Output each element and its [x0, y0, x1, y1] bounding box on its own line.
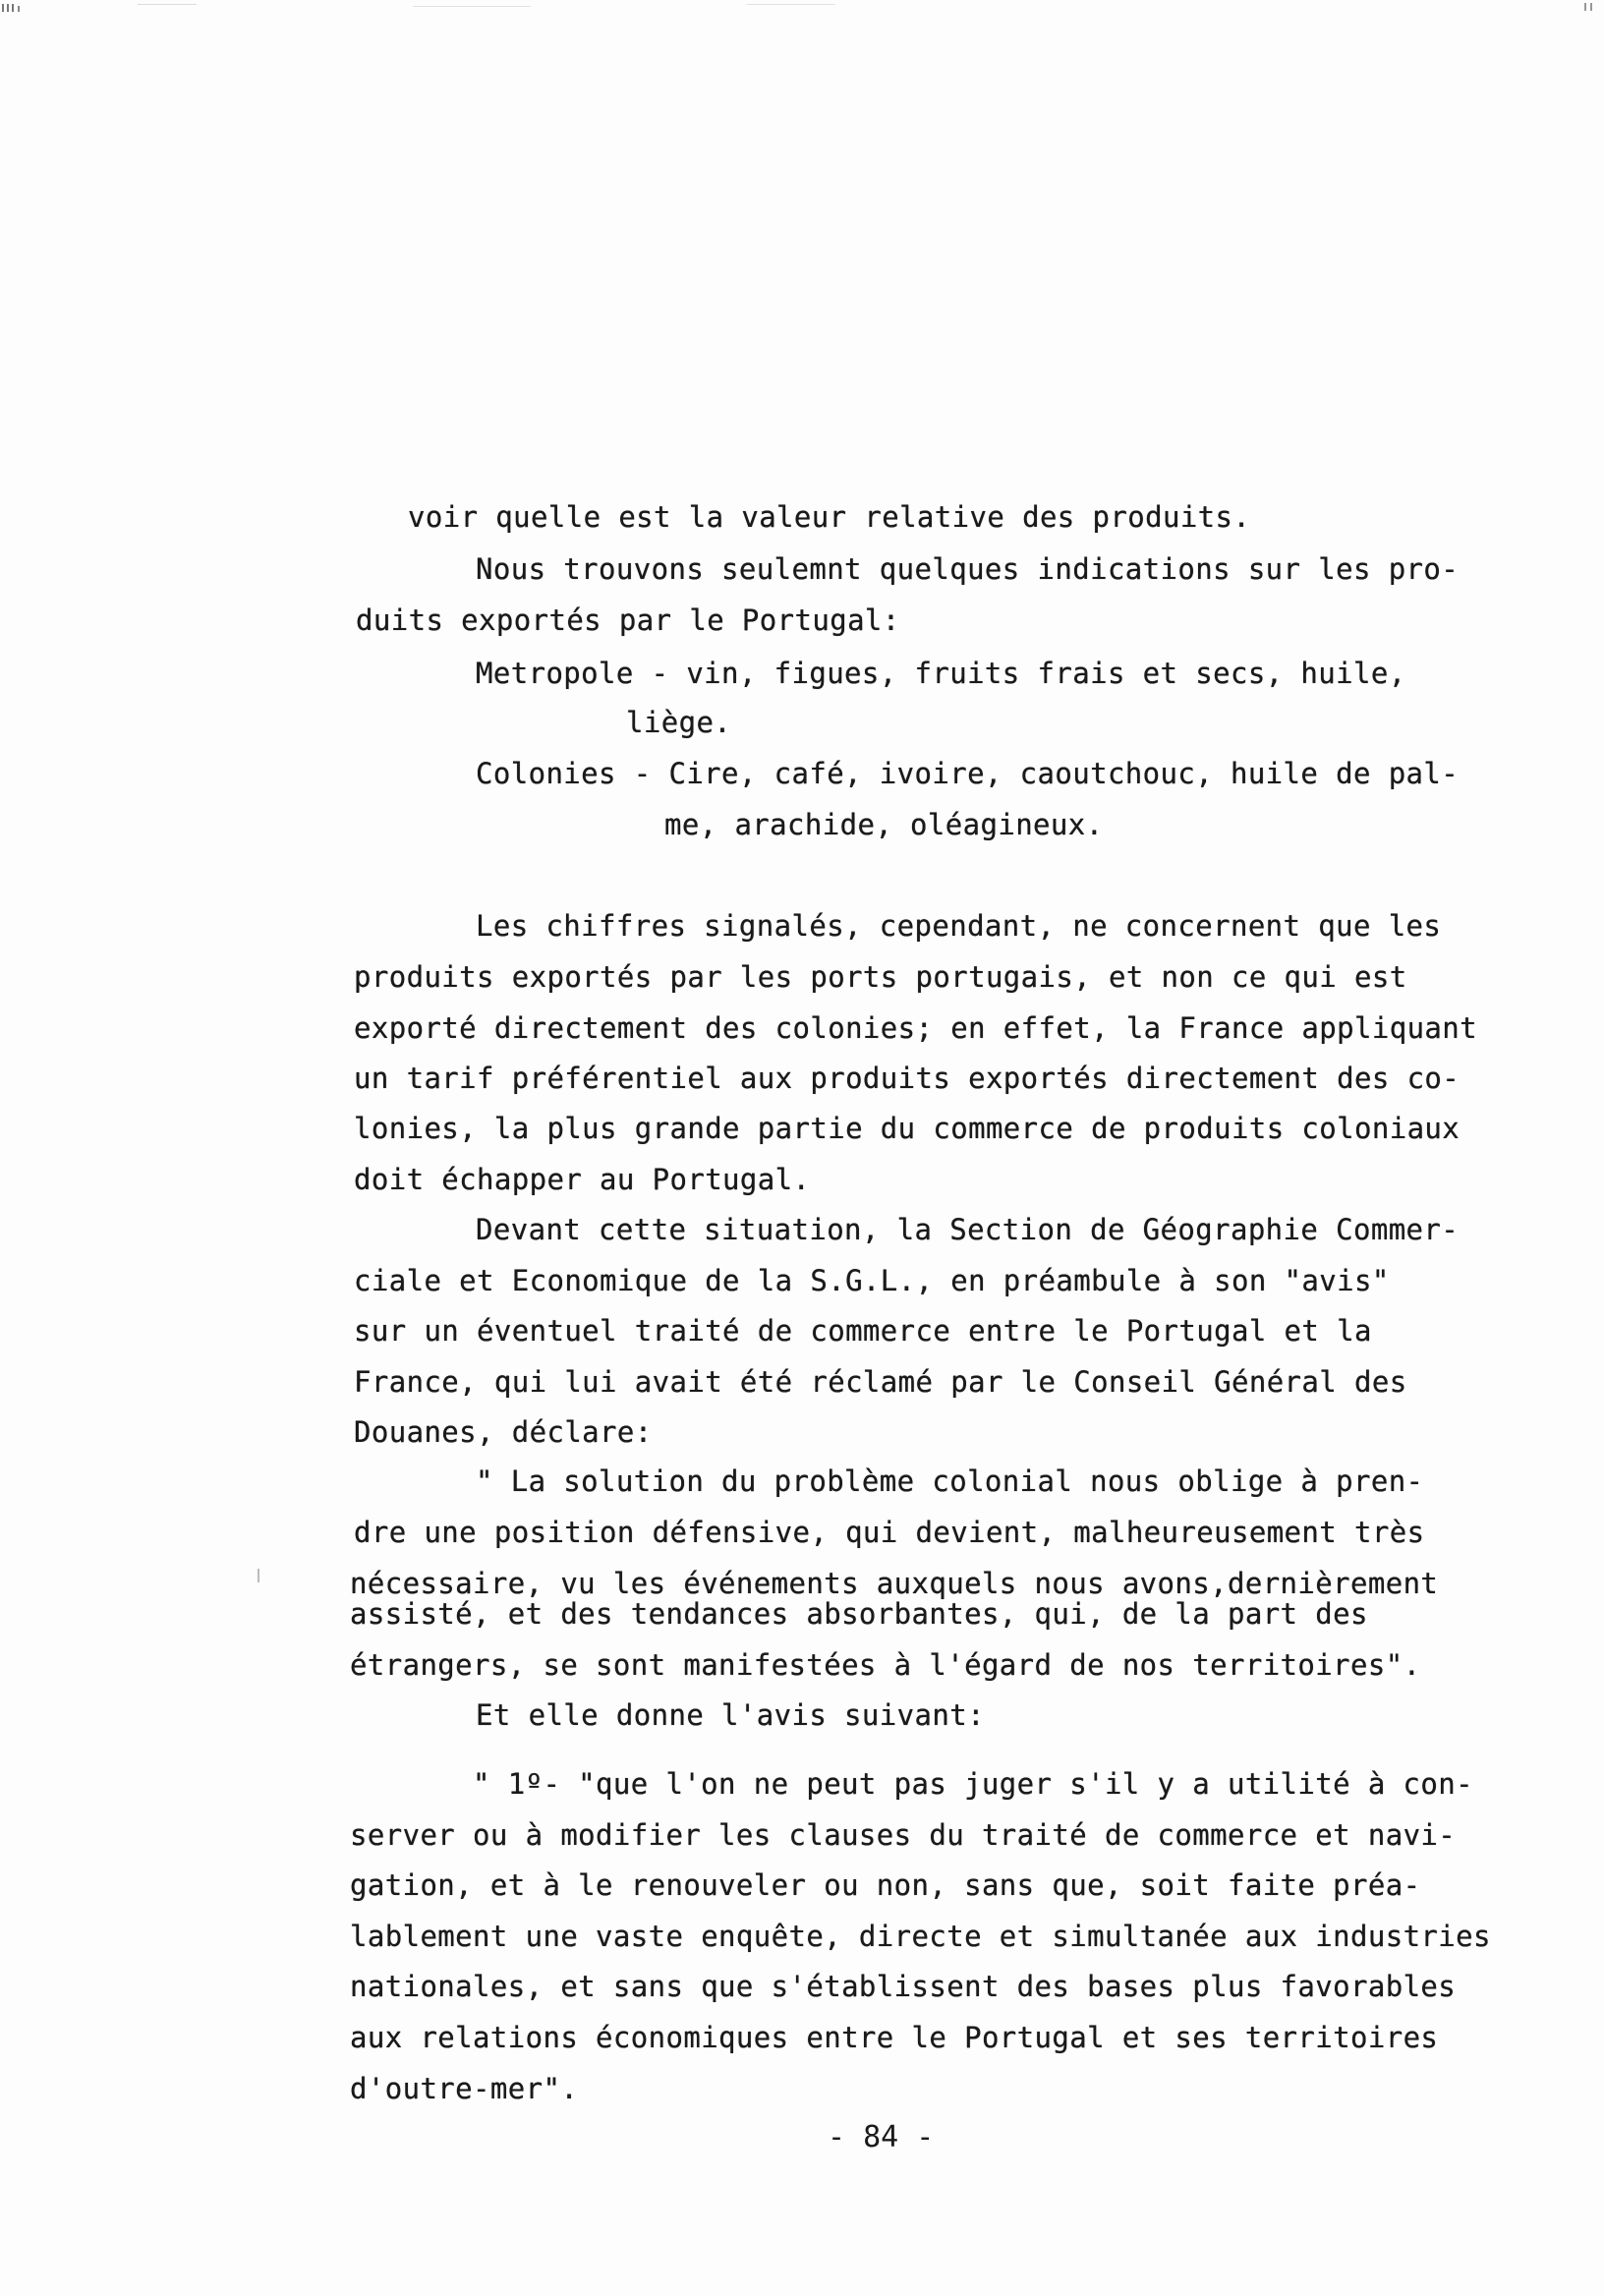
text-line: exporté directement des colonies; en effet, la France appliquant: [354, 1011, 1478, 1045]
text-line: Et elle donne l'avis suivant:: [476, 1698, 985, 1732]
text-line: produits exportés par les ports portugais, et non ce qui est: [354, 960, 1407, 994]
quote-line: gation, et à le renouveler ou non, sans que, soit faite préa-: [350, 1868, 1421, 1902]
quote-line: aux relations économiques entre le Portugal et ses territoires: [350, 2021, 1439, 2054]
list-item-metropole: Metropole - vin, figues, fruits frais et secs, huile,: [476, 657, 1406, 690]
text-line: Nous trouvons seulemnt quelques indications sur les pro-: [476, 552, 1460, 586]
quote-line: assisté, et des tendances absorbantes, qui, de la part des: [350, 1597, 1368, 1631]
quote-line: lablement une vaste enquête, directe et simultanée aux industries: [350, 1920, 1491, 1953]
quote-line: nationales, et sans que s'établissent des bases plus favorables: [350, 1970, 1457, 2003]
text-line: lonies, la plus grande partie du commerce de produits coloniaux: [354, 1112, 1461, 1145]
text-line: Douanes, déclare:: [354, 1415, 653, 1449]
text-line: me, arachide, oléagineux.: [664, 808, 1104, 841]
list-item-colonies: Colonies - Cire, café, ivoire, caoutchouc, huile de pal-: [476, 757, 1460, 790]
text-line: ciale et Economique de la S.G.L., en préambule à son "avis": [354, 1264, 1390, 1297]
page-number: - 84 -: [828, 2120, 935, 2154]
quote-line: server ou à modifier les clauses du traité de commerce et navi-: [350, 1818, 1457, 1852]
text-line: sur un éventuel traité de commerce entre le Portugal et la: [354, 1314, 1372, 1348]
text-line: voir quelle est la valeur relative des produits.: [408, 500, 1251, 534]
quote-line: nécessaire, vu les événements auxquels nous avons,dernièrement: [350, 1567, 1439, 1600]
text-line: Devant cette situation, la Section de Géographie Commer-: [476, 1213, 1460, 1246]
text-line: doit échapper au Portugal.: [354, 1163, 811, 1196]
text-line: liège.: [626, 706, 732, 739]
text-line: Les chiffres signalés, cependant, ne concernent que les: [476, 909, 1442, 943]
scan-specks: [0, 0, 1604, 29]
quote-line: dre une position défensive, qui devient, malheureusement très: [354, 1516, 1425, 1549]
scan-mark: [258, 1569, 259, 1582]
quote-line: " La solution du problème colonial nous oblige à pren-: [476, 1464, 1424, 1498]
text-line: France, qui lui avait été réclamé par le Conseil Général des: [354, 1365, 1407, 1399]
quote-line: étrangers, se sont manifestées à l'égard de nos territoires".: [350, 1648, 1421, 1682]
text-line: un tarif préférentiel aux produits exportés directement des co-: [354, 1062, 1461, 1095]
text-line: duits exportés par le Portugal:: [356, 603, 900, 637]
quote-line: " 1º- "que l'on ne peut pas juger s'il y a utilité à con-: [473, 1767, 1473, 1801]
quote-line: d'outre-mer".: [350, 2072, 579, 2105]
